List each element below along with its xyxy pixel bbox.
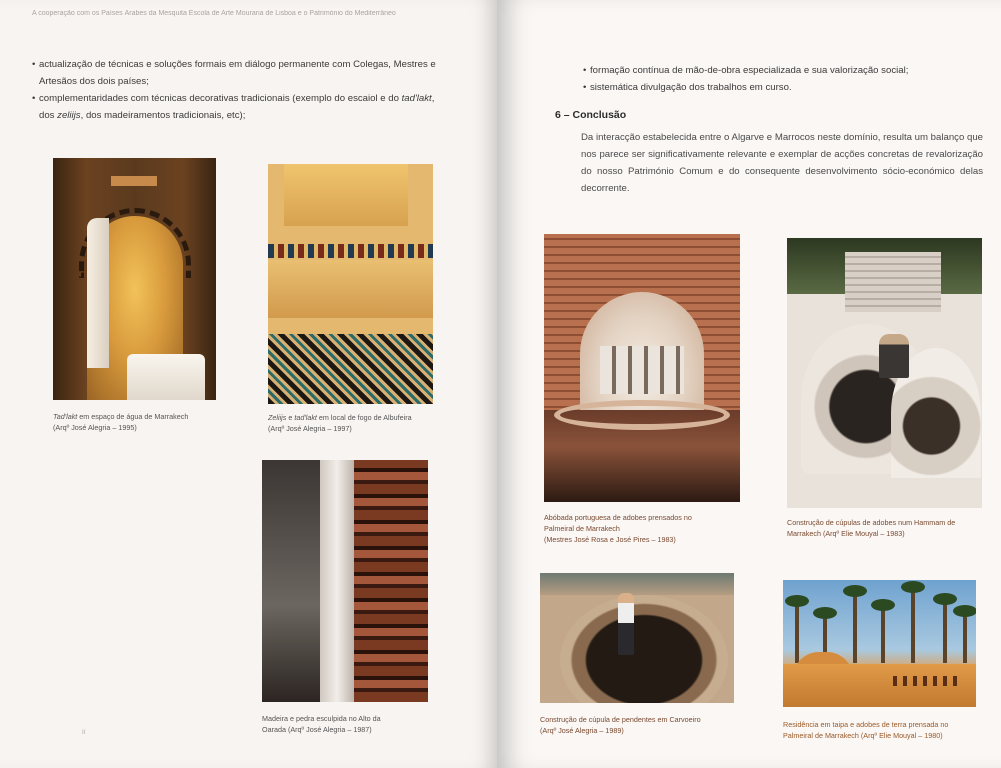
bullet-item: • complementaridades com técnicas decorativas tradicionais (exemplo do escaiol e do tad'lakt, dos zeliijs, dos madeiramentos tradicionais, etc); xyxy=(32,90,447,124)
conclusion-paragraph: Da interacção estabelecida entre o Algarve e Marrocos neste domínio, resulta um balanço que nos parece ser significativamente relevante e exemplar de acções concretas de revalorização do nosso Património Comum e do consequente desenvolvimento sócio-económico delas decorrente. xyxy=(581,132,983,194)
caption-photo-3: Madeira e pedra esculpida no Alto da Oarada (Arqº José Alegria – 1987) xyxy=(262,714,381,734)
section-heading: 6 – Conclusão xyxy=(555,109,627,121)
caption-photo-4: Abóbada portuguesa de adobes prensados no Palmeiral de Marrakech (Mestres José Rosa e José Pires – 1983) xyxy=(544,513,692,544)
caption-photo-1: Tad'lakt em espaço de água de Marrakech (Arqº José Alegria – 1995) xyxy=(53,412,189,432)
caption-photo-2: Zeliijs e tad'lakt em local de fogo de Albufeira (Arqº José Alegria – 1997) xyxy=(268,413,412,433)
photo-palmeiral-residence xyxy=(783,580,976,707)
bullet-item: • sistemática divulgação dos trabalhos em curso. xyxy=(583,79,983,96)
caption-photo-6: Construção de cúpula de pendentes em Carvoeiro (Arqº José Alegria – 1989) xyxy=(540,715,701,735)
photo-adobe-domes xyxy=(787,238,982,508)
caption-photo-5: Construção de cúpulas de adobes num Hammam de Marrakech (Arqº Elie Mouyal – 1983) xyxy=(787,518,956,538)
right-page xyxy=(497,0,1001,768)
bullet-item: • actualização de técnicas e soluções formais em diálogo permanente com Colegas, Mestres e Artesãos dos dois países; xyxy=(32,56,447,90)
photo-brick-vault xyxy=(544,234,740,502)
left-page xyxy=(0,0,497,768)
running-head: A cooperação com os Países Árabes da Mesquita Escola de Arte Mouraria de Lisboa e o Património do Mediterrâneo xyxy=(32,10,396,17)
bullet-item: • formação contínua de mão-de-obra especializada e sua valorização social; xyxy=(583,62,983,79)
caption-photo-7: Residência em taipa e adobes de terra prensada no Palmeiral de Marrakech (Arqº Elie Mouyal – 1980) xyxy=(783,720,949,740)
photo-carved-wood-stone xyxy=(262,460,428,702)
page-mark: II xyxy=(82,730,86,736)
photo-pendentive-dome xyxy=(540,573,734,703)
right-bullet-list xyxy=(583,62,983,96)
photo-tadlakt-alcove xyxy=(53,158,216,400)
left-bullet-list xyxy=(32,56,447,124)
photo-zellij-fireplace xyxy=(268,164,433,404)
